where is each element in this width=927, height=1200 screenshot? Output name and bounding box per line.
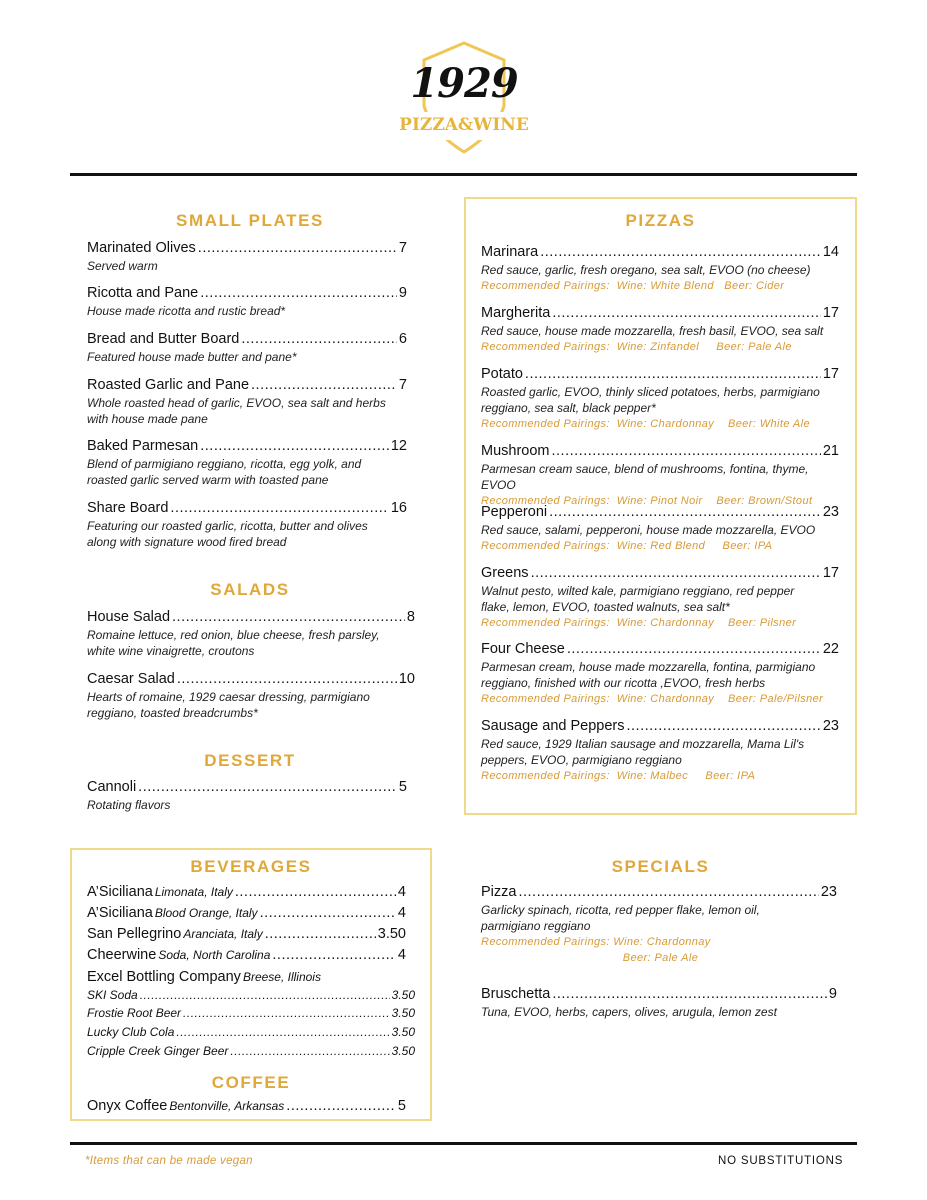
- menu-item: [481, 366, 839, 432]
- item-name: Baked Parmesan: [87, 438, 199, 454]
- item-name: Four Cheese: [481, 641, 565, 657]
- item-origin: Bentonville, Arkansas: [169, 1099, 285, 1113]
- menu-item-line: [87, 969, 406, 985]
- item-description: Red sauce, garlic, fresh oregano, sea salt, EVOO (no cheese): [481, 263, 811, 277]
- item-name: Potato: [481, 366, 523, 382]
- item-description: Rotating flavors: [87, 798, 171, 812]
- item-price: 3.50: [377, 926, 406, 942]
- item-origin: Limonata, Italy: [154, 885, 233, 899]
- menu-item-line: [87, 377, 407, 393]
- dot-leader: [567, 641, 821, 657]
- menu-item: [481, 305, 839, 355]
- menu-item-line: [481, 884, 837, 900]
- dot-leader: [627, 718, 821, 734]
- item-price: 17: [822, 366, 839, 382]
- item-name: Onyx Coffee: [87, 1098, 168, 1114]
- item-origin: Blood Orange, Italy: [154, 906, 258, 920]
- item-description: Red sauce, 1929 Italian sausage and mozzarella, Mama Lil's: [481, 737, 805, 751]
- menu-item-line: [87, 1044, 415, 1058]
- item-name: Marinara: [481, 244, 539, 260]
- menu-item: [87, 926, 406, 942]
- dot-leader: [518, 884, 818, 900]
- logo-year: 1929: [410, 60, 518, 107]
- small-plates-heading: SMALL PLATES: [176, 211, 324, 230]
- recommended-pairings: Recommended Pairings: Wine: Chardonnay: [481, 936, 711, 948]
- menu-item: [87, 438, 407, 488]
- item-price: 23: [822, 718, 839, 734]
- menu-item-line: [87, 926, 406, 942]
- dot-leader: [176, 1025, 389, 1039]
- dot-leader: [200, 285, 397, 301]
- menu-item: [87, 500, 407, 550]
- item-name: San Pellegrino: [87, 926, 182, 942]
- menu-item-line: [481, 244, 839, 260]
- menu-item-line: [87, 1098, 406, 1114]
- item-name: Lucky Club Cola: [87, 1025, 175, 1039]
- item-description: Whole roasted head of garlic, EVOO, sea salt and herbs: [87, 396, 386, 410]
- item-price: 3.50: [391, 1006, 415, 1020]
- item-description: Walnut pesto, wilted kale, parmigiano reggiano, red pepper: [481, 584, 795, 598]
- dot-leader: [286, 1098, 396, 1114]
- recommended-pairings: Recommended Pairings: Wine: Red Blend Beer: IPA: [481, 540, 773, 552]
- menu-item-line: [87, 331, 407, 347]
- item-price: 3.50: [391, 988, 415, 1002]
- menu-item-line: [87, 1006, 415, 1020]
- menu-item: [87, 285, 407, 319]
- menu-item: [87, 947, 406, 963]
- item-price: 6: [398, 331, 407, 347]
- dot-leader: [138, 779, 397, 795]
- item-price: 5: [398, 779, 407, 795]
- recommended-pairings: Recommended Pairings: Wine: Zinfandel Beer: Pale Ale: [481, 341, 792, 353]
- menu-item-line: [87, 285, 407, 301]
- menu-item: [87, 1044, 415, 1058]
- dot-leader: [552, 443, 821, 459]
- menu-item-line: [481, 718, 839, 734]
- menu-item: [481, 718, 839, 784]
- recommended-pairings: Recommended Pairings: Wine: White Blend Beer: Cider: [481, 280, 785, 292]
- item-price: 7: [398, 377, 407, 393]
- menu-item-line: [87, 1025, 415, 1039]
- menu-item-line: [87, 240, 407, 256]
- dot-leader: [177, 671, 397, 687]
- dot-leader: [241, 331, 397, 347]
- recommended-pairings: Recommended Pairings: Wine: Malbec Beer: IPA: [481, 770, 756, 782]
- item-description: reggiano, finished with our ricotta ,EVOO, fresh herbs: [481, 676, 766, 690]
- menu-item: [87, 988, 415, 1002]
- item-description: Garlicky spinach, ricotta, red pepper flake, lemon oil,: [481, 903, 760, 917]
- menu-item-line: [481, 986, 837, 1002]
- menu-item: [87, 331, 407, 365]
- item-description: peppers, EVOO, parmigiano reggiano: [481, 753, 682, 767]
- item-name: Roasted Garlic and Pane: [87, 377, 250, 393]
- item-price: 10: [398, 671, 415, 687]
- item-description: House made ricotta and rustic bread*: [87, 304, 286, 318]
- menu-item-line: [481, 504, 839, 520]
- menu-item-line: [87, 438, 407, 454]
- menu-item-line: [87, 609, 415, 625]
- item-price: 8: [406, 609, 415, 625]
- item-price: 23: [820, 884, 837, 900]
- item-price: 17: [822, 565, 839, 581]
- dot-leader: [198, 240, 397, 256]
- menu-item-line: [481, 565, 839, 581]
- item-name: SKI Soda: [87, 988, 138, 1002]
- item-description: Roasted garlic, EVOO, thinly sliced potatoes, herbs, parmigiano: [481, 385, 820, 399]
- menu-item: [481, 244, 839, 294]
- salads-heading: SALADS: [210, 580, 290, 599]
- item-price: 4: [397, 905, 406, 921]
- menu-item-line: [87, 947, 406, 963]
- recommended-pairings: Beer: Pale Ale: [481, 952, 699, 964]
- item-description: with house made pane: [87, 412, 208, 426]
- item-price: 7: [398, 240, 407, 256]
- specials-heading: SPECIALS: [611, 857, 710, 876]
- menu-item: [87, 1006, 415, 1020]
- dot-leader: [235, 884, 396, 900]
- item-name: Bruschetta: [481, 986, 551, 1002]
- dot-leader: [172, 609, 405, 625]
- item-price: 16: [390, 500, 407, 516]
- item-price: 3.50: [391, 1025, 415, 1039]
- dot-leader: [552, 986, 827, 1002]
- menu-item-line: [481, 443, 839, 459]
- menu-item: [481, 565, 839, 631]
- item-name: Bread and Butter Board: [87, 331, 240, 347]
- dot-leader: [531, 565, 821, 581]
- coffee-heading: COFFEE: [211, 1073, 291, 1092]
- vegan-note: *Items that can be made vegan: [85, 1155, 253, 1167]
- item-name: Cannoli: [87, 779, 137, 795]
- menu-item: [87, 1098, 406, 1114]
- menu-item: [87, 609, 415, 659]
- item-price: 4: [397, 884, 406, 900]
- dot-leader: [251, 377, 397, 393]
- item-description: Featuring our roasted garlic, ricotta, butter and olives: [87, 519, 368, 533]
- menu-item-line: [87, 671, 415, 687]
- item-description: Served warm: [87, 259, 158, 273]
- item-description: white wine vinaigrette, croutons: [87, 644, 255, 658]
- item-description: Blend of parmigiano reggiano, ricotta, egg yolk, and: [87, 457, 362, 471]
- menu-item-line: [481, 641, 839, 657]
- item-description: Featured house made butter and pane*: [87, 350, 297, 364]
- item-name: Ricotta and Pane: [87, 285, 199, 301]
- item-description: Parmesan cream, house made mozzarella, fontina, parmigiano: [481, 660, 816, 674]
- logo-subtitle: PIZZA&WINE: [399, 115, 529, 135]
- dot-leader: [549, 504, 821, 520]
- no-substitutions-note: NO SUBSTITUTIONS: [718, 1155, 844, 1167]
- item-name: Greens: [481, 565, 529, 581]
- item-name: House Salad: [87, 609, 171, 625]
- item-name: Mushroom: [481, 443, 550, 459]
- item-name: Sausage and Peppers: [481, 718, 625, 734]
- menu-item-line: [87, 779, 407, 795]
- item-description: Red sauce, house made mozzarella, fresh basil, EVOO, sea salt: [481, 324, 824, 338]
- item-price: 17: [822, 305, 839, 321]
- beverages-heading: BEVERAGES: [190, 857, 312, 876]
- item-name: Margherita: [481, 305, 551, 321]
- menu-item-line: [481, 366, 839, 382]
- item-price: 5: [397, 1098, 406, 1114]
- item-price: 21: [822, 443, 839, 459]
- item-name: Excel Bottling Company: [87, 969, 241, 985]
- item-description: Parmesan cream sauce, blend of mushrooms, fontina, thyme, EVOO: [481, 462, 809, 492]
- top-rule: [70, 173, 857, 176]
- item-name: Share Board: [87, 500, 169, 516]
- item-description: reggiano, toasted breadcrumbs*: [87, 706, 258, 720]
- dot-leader: [230, 1044, 389, 1058]
- menu-item: [87, 1025, 415, 1039]
- item-description: Tuna, EVOO, herbs, capers, olives, arugula, lemon zest: [481, 1005, 777, 1019]
- item-description: Romaine lettuce, red onion, blue cheese, fresh parsley,: [87, 628, 380, 642]
- item-price: 22: [822, 641, 839, 657]
- item-description: flake, lemon, EVOO, toasted walnuts, sea salt*: [481, 600, 730, 614]
- bottom-rule: [70, 1142, 857, 1145]
- item-name: Marinated Olives: [87, 240, 196, 256]
- menu-item: [481, 641, 839, 707]
- item-price: 4: [397, 947, 406, 963]
- dot-leader: [525, 366, 821, 382]
- menu-item: [481, 504, 839, 554]
- recommended-pairings: Recommended Pairings: Wine: Pinot Noir Beer: Brown/Stout: [481, 495, 813, 507]
- menu-item-line: [481, 305, 839, 321]
- item-name: A’Siciliana: [87, 905, 153, 921]
- item-name: Pepperoni: [481, 504, 548, 520]
- pizzas-heading: PIZZAS: [625, 211, 696, 230]
- recommended-pairings: Recommended Pairings: Wine: Chardonnay Beer: Pilsner: [481, 617, 797, 629]
- item-description: reggiano, sea salt, black pepper*: [481, 401, 656, 415]
- item-description: Hearts of romaine, 1929 caesar dressing, parmigiano: [87, 690, 370, 704]
- item-price: 9: [398, 285, 407, 301]
- menu-item: [481, 986, 837, 1020]
- menu-item: [87, 905, 406, 921]
- recommended-pairings: Recommended Pairings: Wine: Chardonnay Beer: White Ale: [481, 418, 811, 430]
- item-price: 12: [390, 438, 407, 454]
- dot-leader: [260, 905, 396, 921]
- dot-leader: [200, 438, 389, 454]
- recommended-pairings: Recommended Pairings: Wine: Chardonnay Beer: Pale/Pilsner: [481, 693, 824, 705]
- menu-item: [481, 443, 839, 509]
- dot-leader: [140, 988, 390, 1002]
- menu-item-line: [87, 884, 406, 900]
- menu-item: [87, 377, 407, 427]
- restaurant-logo: [398, 40, 530, 156]
- item-price: 23: [822, 504, 839, 520]
- item-origin: Soda, North Carolina: [158, 948, 271, 962]
- menu-item-line: [87, 905, 406, 921]
- item-description: Red sauce, salami, pepperoni, house made mozzarella, EVOO: [481, 523, 816, 537]
- dessert-heading: DESSERT: [204, 751, 296, 770]
- dot-leader: [272, 947, 396, 963]
- item-origin: Breese, Illinois: [242, 970, 321, 984]
- item-name: Caesar Salad: [87, 671, 175, 687]
- item-description: roasted garlic served warm with toasted pane: [87, 473, 329, 487]
- menu-item: [87, 884, 406, 900]
- menu-item: [87, 240, 407, 274]
- item-name: Cripple Creek Ginger Beer: [87, 1044, 229, 1058]
- dot-leader: [540, 244, 821, 260]
- menu-item-line: [87, 500, 407, 516]
- dot-leader: [170, 500, 388, 516]
- menu-item: [87, 779, 407, 813]
- item-name: Cheerwine: [87, 947, 157, 963]
- menu-item: [87, 671, 415, 721]
- item-price: 14: [822, 244, 839, 260]
- item-description: along with signature wood fired bread: [87, 535, 287, 549]
- dot-leader: [183, 1006, 390, 1020]
- menu-item-line: [87, 988, 415, 1002]
- item-name: Pizza: [481, 884, 517, 900]
- menu-item: [87, 969, 406, 985]
- item-price: 3.50: [391, 1044, 415, 1058]
- dot-leader: [552, 305, 821, 321]
- item-origin: Aranciata, Italy: [183, 927, 263, 941]
- item-name: A’Siciliana: [87, 884, 153, 900]
- dot-leader: [265, 926, 376, 942]
- item-description: parmigiano reggiano: [481, 919, 591, 933]
- item-name: Frostie Root Beer: [87, 1006, 182, 1020]
- item-price: 9: [828, 986, 837, 1002]
- menu-item: [481, 884, 837, 966]
